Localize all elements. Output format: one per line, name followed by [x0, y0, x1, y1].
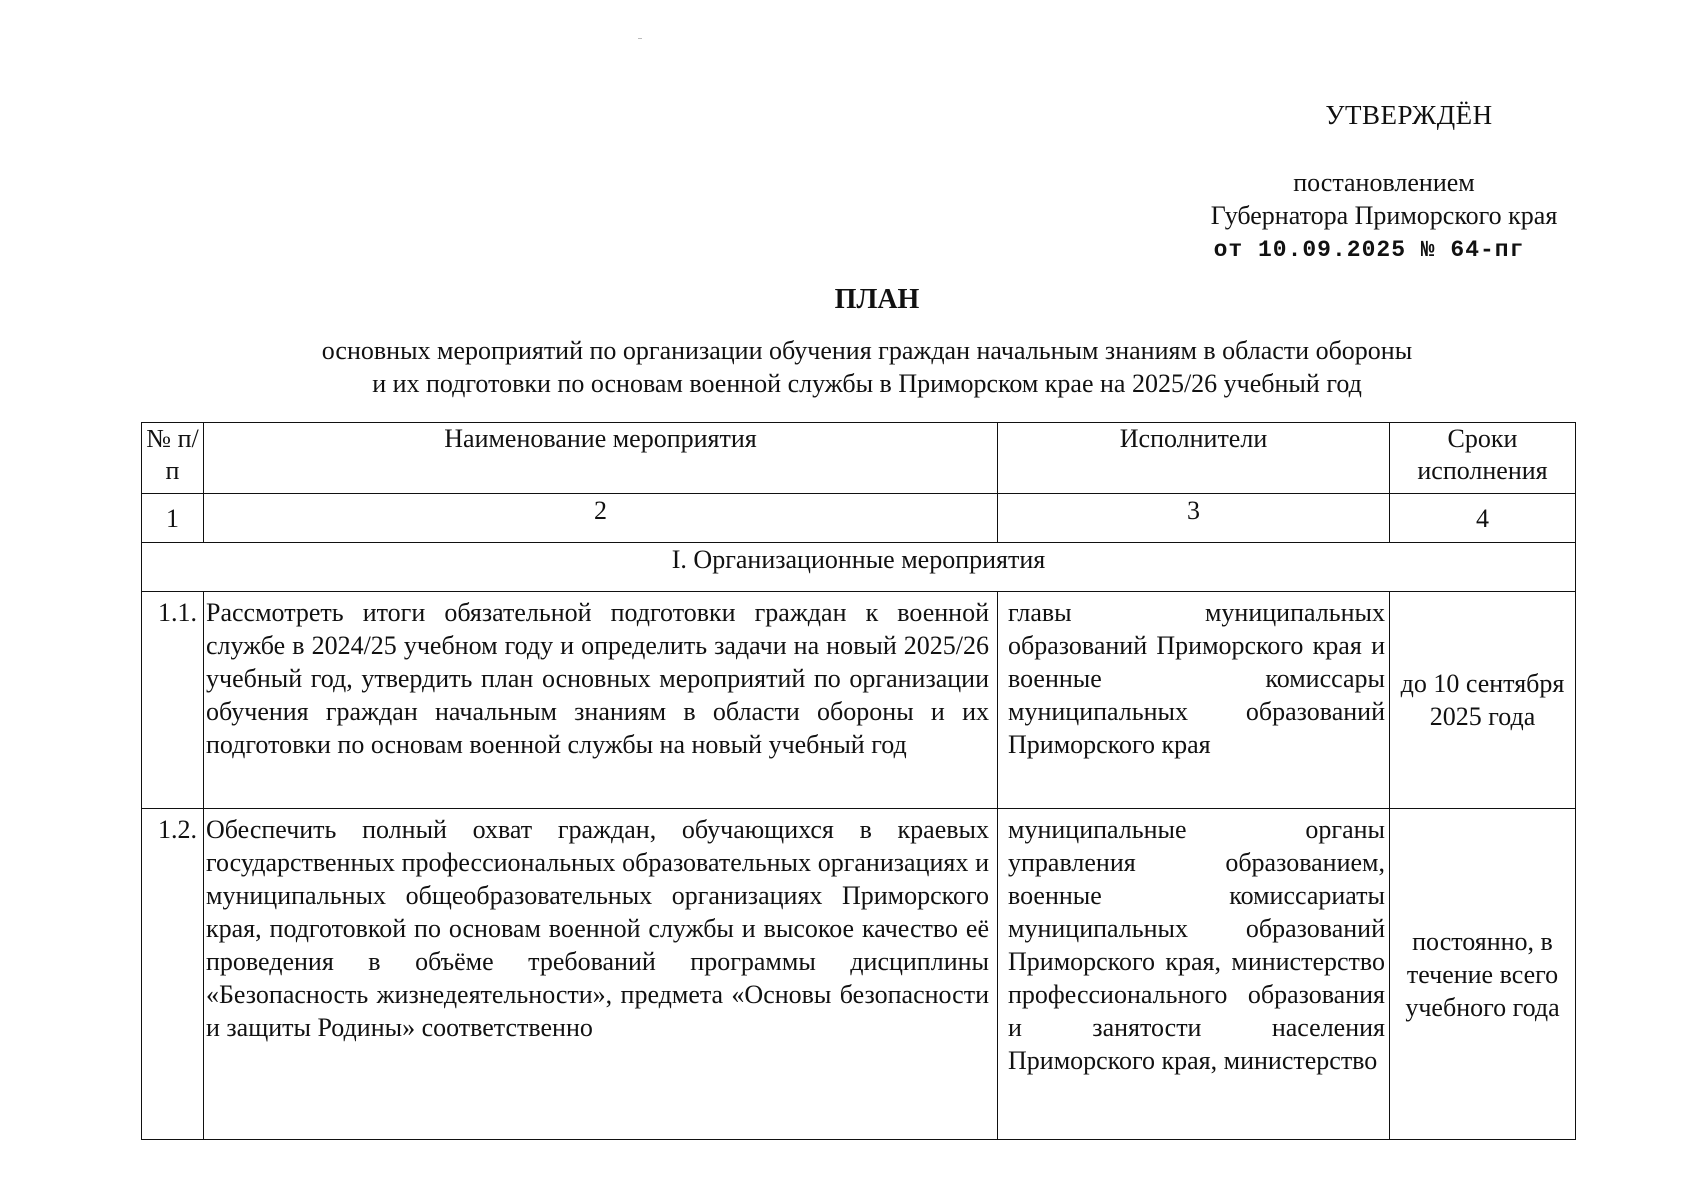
decree-line-2: Губернатора Приморского края — [1210, 201, 1558, 230]
row-executors: главы муниципальных образований Приморского края и военные комиссары муниципальных образований Приморского края — [998, 592, 1390, 809]
column-number: 1 — [142, 494, 204, 543]
header-executors: Исполнители — [998, 423, 1390, 494]
table-header-row — [142, 423, 1576, 494]
section-title: I. Организационные мероприятия — [142, 543, 1576, 592]
row-activity: Рассмотреть итоги обязательной подготовки граждан к военной службе в 2024/25 учебном году и определить задачи на новый 2025/26 учебный год, утвердить план основных мероприятий по организации обучения граждан начальным знаниям в области обороны и их подготовки по основам военной службы на новый учебный год — [204, 592, 998, 809]
decree-line-1: постановлением — [1293, 168, 1475, 197]
plan-table — [141, 422, 1576, 1140]
decree-date-number: от 10.09.2025 № 64-пг — [1213, 237, 1525, 263]
column-number: 2 — [204, 494, 998, 543]
row-num: 1.1. — [142, 592, 204, 809]
section-row — [142, 543, 1576, 592]
header-num: № п/п — [142, 423, 204, 494]
header-terms: Сроки исполнения — [1390, 423, 1576, 494]
row-num: 1.2. — [142, 809, 204, 1140]
row-term: постоянно, в течение всего учебного года — [1390, 809, 1576, 1140]
column-number: 3 — [998, 494, 1390, 543]
row-term: до 10 сентября 2025 года — [1390, 592, 1576, 809]
row-activity: Обеспечить полный охват граждан, обучающихся в краевых государственных профессиональных образовательных организациях и муниципальных общеобразовательных организациях Приморского края, подготовкой по основам военной службы и высокое качество её проведения в объёме требований программы дисциплины «Безопасность жизнедеятельности», предмета «Основы безопасности и защиты Родины» соответственно — [204, 809, 998, 1140]
column-number: 4 — [1390, 494, 1576, 543]
column-numbers-row — [142, 494, 1576, 543]
table-row — [142, 809, 1576, 1140]
plan-subtitle-line-1: основных мероприятий по организации обучения граждан начальным знаниям в области обороны — [321, 336, 1413, 365]
scan-speck — [638, 38, 642, 39]
header-name: Наименование мероприятия — [204, 423, 998, 494]
plan-subtitle-line-2: и их подготовки по основам военной службы в Приморском крае на 2025/26 учебный год — [372, 369, 1362, 398]
row-executors: муниципальные органы управления образованием, военные комиссариаты муниципальных образований Приморского края, министерство профессионального образования и занятости населения Приморского края, министерство — [998, 809, 1390, 1140]
plan-title: ПЛАН — [834, 284, 920, 315]
approved-label: УТВЕРЖДЁН — [1325, 100, 1493, 130]
table-row — [142, 592, 1576, 809]
